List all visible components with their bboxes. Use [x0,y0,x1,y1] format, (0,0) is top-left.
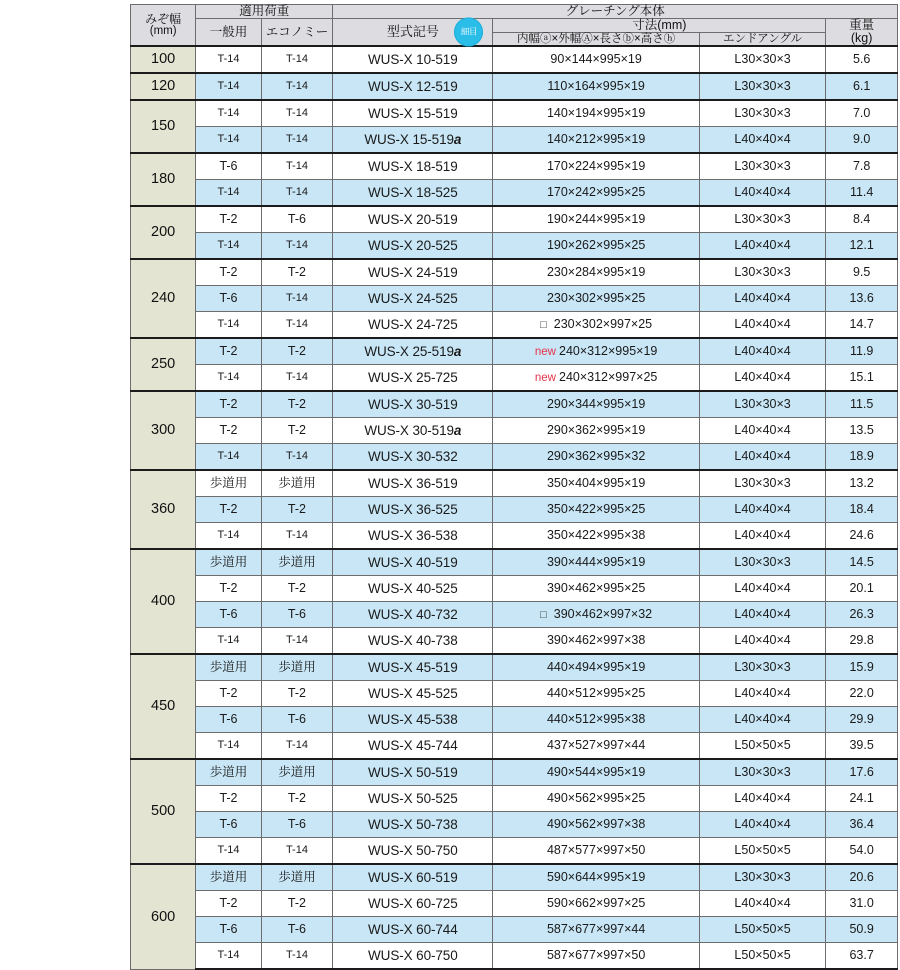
dimensions-cell: new 240×312×995×19 [493,338,699,365]
weight-cell: 14.5 [826,549,898,576]
end-angle-cell: L30×30×3 [699,654,825,681]
end-angle-cell: L30×30×3 [699,391,825,418]
end-angle-cell: L40×40×4 [699,338,825,365]
weight-cell: 11.4 [826,180,898,207]
table-row [131,286,898,312]
end-angle-cell: L50×50×5 [699,838,825,865]
economy-load-cell: T-14 [261,233,333,260]
model-code-cell[interactable]: WUS-X 20-519 [333,206,493,233]
end-angle-cell: L40×40×4 [699,180,825,207]
dimensions-cell: 350×404×995×19 [493,470,699,497]
dimensions-cell: 190×262×995×25 [493,233,699,260]
model-code-cell[interactable]: WUS-X 15-519 [333,100,493,127]
square-marker-icon: □ [540,319,547,332]
table-row [131,917,898,943]
weight-cell: 13.2 [826,470,898,497]
economy-load-cell: 歩道用 [261,470,333,497]
model-code-cell[interactable]: WUS-X 45-519 [333,654,493,681]
table-row [131,681,898,707]
table-row [131,391,898,418]
weight-cell: 7.0 [826,100,898,127]
groove-width-cell: 300 [131,391,196,470]
header-groove-width-unit: (mm) [149,25,177,38]
table-body [131,46,898,969]
groove-width-cell: 400 [131,549,196,654]
end-angle-cell: L30×30×3 [699,864,825,891]
table-row [131,259,898,286]
general-load-cell: T-14 [196,365,261,392]
general-load-cell: T-2 [196,206,261,233]
end-angle-cell: L30×30×3 [699,206,825,233]
weight-cell: 29.9 [826,707,898,733]
weight-cell: 15.9 [826,654,898,681]
general-load-cell: T-14 [196,733,261,760]
groove-width-cell: 600 [131,864,196,969]
weight-cell: 7.8 [826,153,898,180]
economy-load-cell: T-2 [261,497,333,523]
groove-width-cell: 120 [131,73,196,100]
groove-width-cell: 180 [131,153,196,206]
general-load-cell: T-2 [196,681,261,707]
dimensions-cell: 90×144×995×19 [493,46,699,73]
dimensions-cell: 490×562×997×38 [493,812,699,838]
model-code-cell[interactable]: WUS-X 36-519 [333,470,493,497]
economy-load-cell: T-2 [261,576,333,602]
end-angle-cell: L40×40×4 [699,233,825,260]
weight-cell: 63.7 [826,943,898,970]
model-code-cell[interactable]: WUS-X 30-519a [333,418,493,444]
economy-load-cell: 歩道用 [261,549,333,576]
general-load-cell: T-14 [196,180,261,207]
table-row [131,444,898,471]
dimensions-cell: 487×577×997×50 [493,838,699,865]
groove-width-cell: 500 [131,759,196,864]
header-model-code [333,19,493,47]
weight-cell: 8.4 [826,206,898,233]
model-code-cell[interactable]: WUS-X 40-732 [333,602,493,628]
table-row [131,628,898,655]
end-angle-cell: L40×40×4 [699,418,825,444]
model-code-cell[interactable]: WUS-X 45-538 [333,707,493,733]
model-code-cell[interactable]: WUS-X 18-519 [333,153,493,180]
table-row [131,602,898,628]
dimensions-cell: new 240×312×997×25 [493,365,699,392]
table-row [131,864,898,891]
dimensions-cell: 437×527×997×44 [493,733,699,760]
table-row [131,46,898,73]
economy-load-cell: T-2 [261,338,333,365]
general-load-cell: T-2 [196,338,261,365]
table-row [131,127,898,154]
end-angle-cell: L30×30×3 [699,259,825,286]
economy-load-cell: T-6 [261,602,333,628]
table-row [131,312,898,339]
weight-cell: 31.0 [826,891,898,917]
end-angle-cell: L40×40×4 [699,812,825,838]
end-angle-cell: L40×40×4 [699,312,825,339]
economy-load-cell: T-14 [261,444,333,471]
model-code-cell[interactable]: WUS-X 50-519 [333,759,493,786]
model-code-cell[interactable]: WUS-X 40-519 [333,549,493,576]
economy-load-cell: T-2 [261,391,333,418]
economy-load-cell: T-14 [261,153,333,180]
model-code-cell[interactable]: WUS-X 60-750 [333,943,493,970]
economy-load-cell: 歩道用 [261,759,333,786]
dimensions-cell: 290×344×995×19 [493,391,699,418]
model-suffix: a [453,422,462,438]
general-load-cell: 歩道用 [196,654,261,681]
dimensions-cell: 140×212×995×19 [493,127,699,154]
model-code-cell[interactable]: WUS-X 24-519 [333,259,493,286]
general-load-cell: T-14 [196,46,261,73]
header-groove-width-label: みぞ幅 [145,11,182,26]
table-row [131,153,898,180]
general-load-cell: T-2 [196,418,261,444]
header-grating-body: グレーチング本体 [333,5,898,19]
economy-load-cell: T-2 [261,786,333,812]
model-code-cell[interactable]: WUS-X 15-519a [333,127,493,154]
general-load-cell: T-2 [196,576,261,602]
groove-width-cell: 200 [131,206,196,259]
end-angle-cell: L30×30×3 [699,153,825,180]
weight-cell: 13.6 [826,286,898,312]
groove-width-cell: 450 [131,654,196,759]
end-angle-cell: L40×40×4 [699,681,825,707]
weight-cell: 20.6 [826,864,898,891]
groove-width-cell: 150 [131,100,196,153]
economy-load-cell: T-6 [261,707,333,733]
header-dimension-detail: 内幅ⓐ×外幅Ⓐ×長さⓑ×高さⓗ [493,33,699,47]
general-load-cell: T-14 [196,838,261,865]
weight-cell: 22.0 [826,681,898,707]
dimensions-cell: 390×444×995×19 [493,549,699,576]
table-row [131,654,898,681]
general-load-cell: T-14 [196,100,261,127]
model-code-cell[interactable]: WUS-X 60-519 [333,864,493,891]
weight-cell: 6.1 [826,73,898,100]
general-load-cell: T-14 [196,233,261,260]
end-angle-cell: L40×40×4 [699,286,825,312]
table-row [131,100,898,127]
general-load-cell: T-14 [196,73,261,100]
general-load-cell: 歩道用 [196,470,261,497]
end-angle-cell: L50×50×5 [699,917,825,943]
header-model-code-label: 型式記号 [386,24,439,40]
table-row [131,338,898,365]
general-load-cell: T-14 [196,628,261,655]
economy-load-cell: T-14 [261,733,333,760]
end-angle-cell: L30×30×3 [699,73,825,100]
model-code-cell[interactable]: WUS-X 36-538 [333,523,493,550]
table-row [131,759,898,786]
dimensions-cell: 290×362×995×32 [493,444,699,471]
general-load-cell: T-6 [196,153,261,180]
weight-cell: 39.5 [826,733,898,760]
general-load-cell: 歩道用 [196,549,261,576]
economy-load-cell: T-6 [261,917,333,943]
groove-width-cell: 100 [131,46,196,73]
weight-cell: 9.5 [826,259,898,286]
end-angle-cell: L40×40×4 [699,365,825,392]
dimensions-cell: 140×194×995×19 [493,100,699,127]
groove-width-cell: 250 [131,338,196,391]
general-load-cell: T-6 [196,812,261,838]
weight-cell: 11.5 [826,391,898,418]
weight-cell: 14.7 [826,312,898,339]
dimensions-cell: 190×244×995×19 [493,206,699,233]
economy-load-cell: T-14 [261,180,333,207]
header-general-use: 一般用 [196,19,261,47]
table-row [131,838,898,865]
economy-load-cell: T-14 [261,286,333,312]
economy-load-cell: T-14 [261,312,333,339]
economy-load-cell: T-6 [261,812,333,838]
header-end-angle: エンドアングル [699,33,825,47]
general-load-cell: T-2 [196,891,261,917]
general-load-cell: T-14 [196,523,261,550]
economy-load-cell: 歩道用 [261,654,333,681]
dimensions-cell: 590×644×995×19 [493,864,699,891]
weight-cell: 50.9 [826,917,898,943]
header-weight-unit: (kg) [850,31,873,46]
economy-load-cell: T-14 [261,46,333,73]
weight-cell: 17.6 [826,759,898,786]
dimensions-cell: 440×512×995×25 [493,681,699,707]
model-code-cell[interactable]: WUS-X 10-519 [333,46,493,73]
end-angle-cell: L40×40×4 [699,786,825,812]
weight-cell: 12.1 [826,233,898,260]
new-badge: new [534,346,556,359]
groove-width-cell: 360 [131,470,196,549]
model-code-cell[interactable]: WUS-X 24-525 [333,286,493,312]
dimensions-cell: 350×422×995×38 [493,523,699,550]
weight-cell: 18.9 [826,444,898,471]
header-applied-load: 適用荷重 [196,5,333,19]
model-code-cell[interactable]: WUS-X 25-519a [333,338,493,365]
table-row [131,206,898,233]
model-code-cell[interactable]: WUS-X 50-750 [333,838,493,865]
dimensions-cell: 230×302×995×25 [493,286,699,312]
weight-cell: 24.6 [826,523,898,550]
model-code-cell[interactable]: WUS-X 40-738 [333,628,493,655]
model-code-cell[interactable]: WUS-X 45-744 [333,733,493,760]
dimensions-cell: □ 390×462×997×32 [493,602,699,628]
dimensions-cell: 490×544×995×19 [493,759,699,786]
table-row [131,733,898,760]
end-angle-cell: L30×30×3 [699,46,825,73]
dimensions-cell: 390×462×997×38 [493,628,699,655]
general-load-cell: T-14 [196,127,261,154]
economy-load-cell: T-14 [261,523,333,550]
end-angle-cell: L50×50×5 [699,943,825,970]
end-angle-cell: L40×40×4 [699,497,825,523]
economy-load-cell: T-2 [261,418,333,444]
header-dimensions: 寸法(mm) [493,19,826,33]
economy-load-cell: T-6 [261,206,333,233]
model-code-cell[interactable]: WUS-X 30-519 [333,391,493,418]
table-row [131,891,898,917]
general-load-cell: 歩道用 [196,864,261,891]
weight-cell: 24.1 [826,786,898,812]
dimensions-cell: 350×422×995×25 [493,497,699,523]
dimensions-cell: 230×284×995×19 [493,259,699,286]
economy-load-cell: T-14 [261,73,333,100]
weight-cell: 15.1 [826,365,898,392]
model-suffix: a [453,343,462,359]
dimensions-cell: 290×362×995×19 [493,418,699,444]
table-row [131,707,898,733]
general-load-cell: T-2 [196,391,261,418]
model-code-cell[interactable]: WUS-X 24-725 [333,312,493,339]
header-weight-label: 重量 [849,18,875,33]
header-weight [826,19,898,47]
general-load-cell: T-6 [196,917,261,943]
end-angle-cell: L40×40×4 [699,444,825,471]
model-code-cell[interactable]: WUS-X 30-532 [333,444,493,471]
end-angle-cell: L30×30×3 [699,100,825,127]
end-angle-cell: L30×30×3 [699,470,825,497]
weight-cell: 9.0 [826,127,898,154]
weight-cell: 20.1 [826,576,898,602]
model-code-cell[interactable]: WUS-X 20-525 [333,233,493,260]
model-code-cell[interactable]: WUS-X 45-525 [333,681,493,707]
model-code-cell[interactable]: WUS-X 25-725 [333,365,493,392]
dimensions-cell: 390×462×995×25 [493,576,699,602]
new-badge: new [534,372,556,385]
economy-load-cell: T-14 [261,127,333,154]
general-load-cell: T-6 [196,707,261,733]
table-row [131,523,898,550]
model-code-cell[interactable]: WUS-X 60-744 [333,917,493,943]
dimensions-cell: 170×224×995×19 [493,153,699,180]
weight-cell: 29.8 [826,628,898,655]
economy-load-cell: T-2 [261,891,333,917]
table-header [131,5,898,47]
model-code-cell[interactable]: WUS-X 12-519 [333,73,493,100]
weight-cell: 18.4 [826,497,898,523]
table-row [131,470,898,497]
model-code-cell[interactable]: WUS-X 18-525 [333,180,493,207]
general-load-cell: T-2 [196,786,261,812]
dimensions-cell: 170×242×995×25 [493,180,699,207]
model-suffix: a [453,131,462,147]
square-marker-icon: □ [540,609,547,622]
table-row [131,365,898,392]
fine-mesh-badge-icon: 細目 [454,18,483,47]
general-load-cell: T-6 [196,602,261,628]
weight-cell: 26.3 [826,602,898,628]
end-angle-cell: L40×40×4 [699,707,825,733]
economy-load-cell: T-14 [261,365,333,392]
end-angle-cell: L40×40×4 [699,523,825,550]
weight-cell: 5.6 [826,46,898,73]
table-row [131,73,898,100]
groove-width-cell: 240 [131,259,196,338]
general-load-cell: T-14 [196,444,261,471]
dimensions-cell: 440×494×995×19 [493,654,699,681]
header-groove-width [131,5,196,47]
dimensions-cell: 490×562×995×25 [493,786,699,812]
economy-load-cell: T-14 [261,943,333,970]
economy-load-cell: T-14 [261,838,333,865]
dimensions-cell: 110×164×995×19 [493,73,699,100]
table-row [131,418,898,444]
model-code-cell[interactable]: WUS-X 36-525 [333,497,493,523]
header-economy: エコノミー [261,19,333,47]
table-row [131,786,898,812]
table-row [131,943,898,970]
economy-load-cell: T-2 [261,259,333,286]
model-code-cell[interactable]: WUS-X 50-525 [333,786,493,812]
grating-spec-table [130,4,898,970]
economy-load-cell: T-14 [261,628,333,655]
economy-load-cell: T-14 [261,100,333,127]
end-angle-cell: L40×40×4 [699,602,825,628]
general-load-cell: T-2 [196,259,261,286]
model-code-cell[interactable]: WUS-X 50-738 [333,812,493,838]
table-row [131,549,898,576]
dimensions-cell: 587×677×997×50 [493,943,699,970]
general-load-cell: T-14 [196,312,261,339]
weight-cell: 13.5 [826,418,898,444]
table-row [131,180,898,207]
table-row [131,233,898,260]
end-angle-cell: L40×40×4 [699,628,825,655]
dimensions-cell: □ 230×302×997×25 [493,312,699,339]
general-load-cell: T-14 [196,943,261,970]
dimensions-cell: 440×512×995×38 [493,707,699,733]
table-row [131,497,898,523]
general-load-cell: T-6 [196,286,261,312]
table-row [131,576,898,602]
end-angle-cell: L30×30×3 [699,549,825,576]
end-angle-cell: L40×40×4 [699,891,825,917]
end-angle-cell: L50×50×5 [699,733,825,760]
weight-cell: 54.0 [826,838,898,865]
general-load-cell: T-2 [196,497,261,523]
table-row [131,812,898,838]
general-load-cell: 歩道用 [196,759,261,786]
model-code-cell[interactable]: WUS-X 40-525 [333,576,493,602]
economy-load-cell: T-2 [261,681,333,707]
end-angle-cell: L30×30×3 [699,759,825,786]
economy-load-cell: 歩道用 [261,864,333,891]
end-angle-cell: L40×40×4 [699,127,825,154]
dimensions-cell: 590×662×997×25 [493,891,699,917]
weight-cell: 11.9 [826,338,898,365]
end-angle-cell: L40×40×4 [699,576,825,602]
dimensions-cell: 587×677×997×44 [493,917,699,943]
weight-cell: 36.4 [826,812,898,838]
model-code-cell[interactable]: WUS-X 60-725 [333,891,493,917]
